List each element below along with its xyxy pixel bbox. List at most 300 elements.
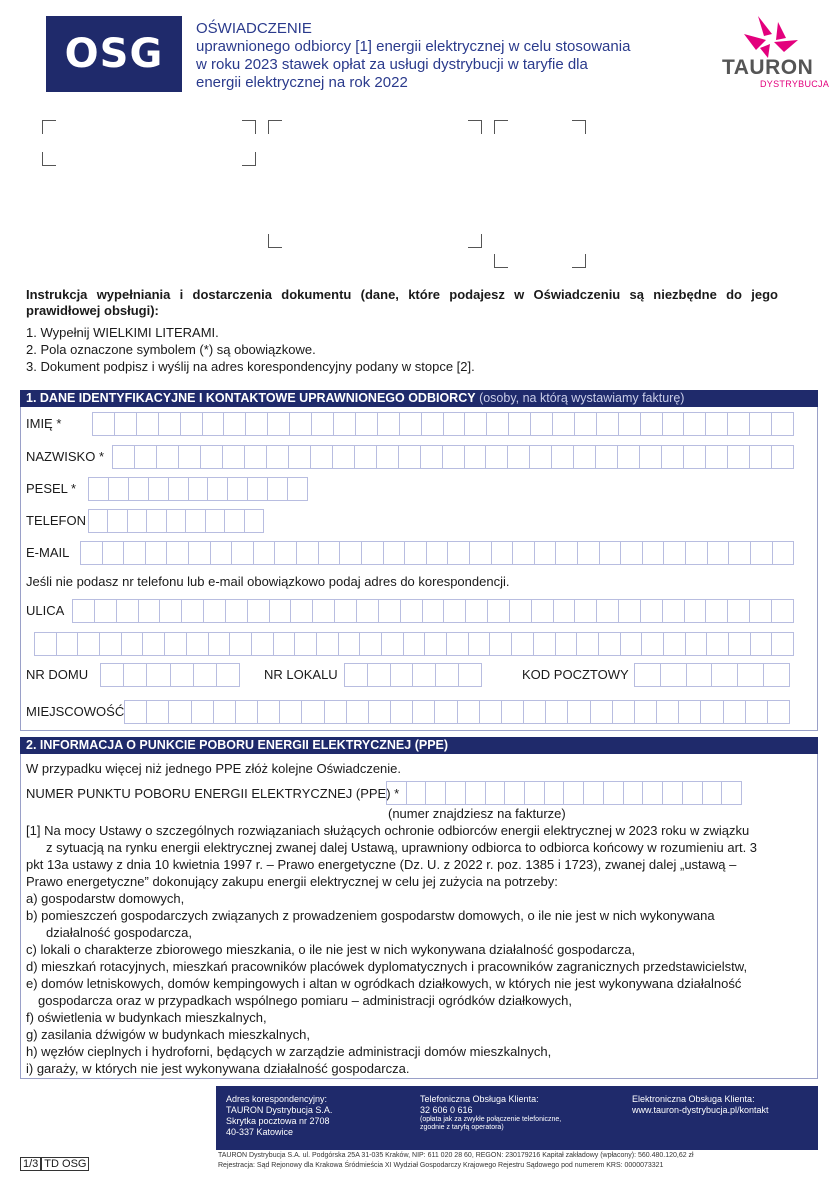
pesel-field[interactable] bbox=[88, 477, 308, 501]
char-box[interactable] bbox=[480, 701, 502, 723]
char-box[interactable] bbox=[368, 664, 391, 686]
char-box[interactable] bbox=[621, 633, 643, 655]
char-box[interactable] bbox=[245, 510, 263, 532]
char-box[interactable] bbox=[357, 600, 379, 622]
char-box[interactable] bbox=[486, 446, 508, 468]
corner-mark bbox=[268, 120, 282, 134]
char-box[interactable] bbox=[270, 600, 292, 622]
char-box[interactable] bbox=[100, 633, 122, 655]
char-box[interactable] bbox=[179, 446, 201, 468]
corner-mark bbox=[468, 234, 482, 248]
char-box[interactable] bbox=[230, 633, 252, 655]
char-box[interactable] bbox=[268, 413, 290, 435]
char-box[interactable] bbox=[446, 782, 466, 804]
logo-subtitle: DYSTRYBUCJA bbox=[760, 79, 830, 89]
website-link[interactable]: www.tauron-dystrybucja.pl/kontakt bbox=[632, 1105, 769, 1115]
char-box[interactable] bbox=[773, 542, 794, 564]
char-box[interactable] bbox=[147, 664, 170, 686]
char-box[interactable] bbox=[252, 633, 274, 655]
char-box[interactable] bbox=[427, 542, 449, 564]
char-box[interactable] bbox=[738, 664, 764, 686]
char-box[interactable] bbox=[345, 664, 368, 686]
char-box[interactable] bbox=[619, 413, 641, 435]
char-box[interactable] bbox=[57, 633, 79, 655]
char-box[interactable] bbox=[556, 633, 578, 655]
city-field[interactable] bbox=[124, 700, 790, 724]
char-box[interactable] bbox=[378, 413, 400, 435]
char-box[interactable] bbox=[643, 542, 665, 564]
postal-code-field[interactable] bbox=[634, 663, 790, 687]
char-box[interactable] bbox=[728, 413, 750, 435]
char-box[interactable] bbox=[413, 664, 436, 686]
char-box[interactable] bbox=[492, 542, 514, 564]
footer-contact-bar bbox=[216, 1086, 818, 1150]
char-box[interactable] bbox=[228, 478, 248, 500]
char-box[interactable] bbox=[599, 633, 621, 655]
char-box[interactable] bbox=[335, 600, 357, 622]
char-box[interactable] bbox=[635, 701, 657, 723]
page-number: 1/3 TD OSG bbox=[20, 1158, 89, 1170]
char-box[interactable] bbox=[729, 633, 751, 655]
char-box[interactable] bbox=[295, 633, 317, 655]
char-box[interactable] bbox=[254, 542, 276, 564]
char-box[interactable] bbox=[535, 542, 557, 564]
char-box[interactable] bbox=[465, 446, 487, 468]
char-box[interactable] bbox=[313, 600, 335, 622]
char-box[interactable] bbox=[208, 478, 228, 500]
char-box[interactable] bbox=[186, 510, 205, 532]
char-box[interactable] bbox=[317, 633, 339, 655]
char-box[interactable] bbox=[546, 701, 568, 723]
char-box[interactable] bbox=[624, 782, 644, 804]
char-box[interactable] bbox=[687, 664, 713, 686]
char-box[interactable] bbox=[686, 542, 708, 564]
char-box[interactable] bbox=[311, 446, 333, 468]
ppe-info: W przypadku więcej niż jednego PPE złóż kolejne Oświadczenie. bbox=[26, 761, 402, 776]
char-box[interactable] bbox=[189, 542, 211, 564]
char-box[interactable] bbox=[157, 446, 179, 468]
char-box[interactable] bbox=[425, 633, 447, 655]
char-box[interactable] bbox=[423, 600, 445, 622]
char-box[interactable] bbox=[124, 542, 146, 564]
char-box[interactable] bbox=[556, 542, 578, 564]
char-box[interactable] bbox=[81, 542, 103, 564]
char-box[interactable] bbox=[421, 446, 443, 468]
char-box[interactable] bbox=[115, 413, 137, 435]
char-box[interactable] bbox=[362, 542, 384, 564]
char-box[interactable] bbox=[635, 664, 661, 686]
char-box[interactable] bbox=[288, 478, 307, 500]
char-box[interactable] bbox=[297, 542, 319, 564]
char-box[interactable] bbox=[224, 413, 246, 435]
char-box[interactable] bbox=[750, 600, 772, 622]
char-box[interactable] bbox=[35, 633, 57, 655]
char-box[interactable] bbox=[384, 542, 406, 564]
char-box[interactable] bbox=[268, 478, 288, 500]
char-box[interactable] bbox=[487, 413, 509, 435]
house-number-field[interactable] bbox=[100, 663, 240, 687]
char-box[interactable] bbox=[772, 446, 793, 468]
phone-label: TELEFON bbox=[26, 513, 86, 528]
char-box[interactable] bbox=[751, 542, 773, 564]
char-box[interactable] bbox=[470, 542, 492, 564]
char-box[interactable] bbox=[512, 633, 534, 655]
char-box[interactable] bbox=[469, 633, 491, 655]
char-box[interactable] bbox=[577, 633, 599, 655]
last-name-field[interactable] bbox=[112, 445, 794, 469]
char-box[interactable] bbox=[319, 542, 341, 564]
char-box[interactable] bbox=[89, 510, 108, 532]
char-box[interactable] bbox=[486, 782, 506, 804]
char-box[interactable] bbox=[530, 446, 552, 468]
first-name-field[interactable] bbox=[92, 412, 794, 436]
char-box[interactable] bbox=[728, 600, 750, 622]
ppe-label: NUMER PUNKTU POBORU ENERGII ELEKTRYCZNEJ (PPE) * bbox=[26, 786, 400, 801]
char-box[interactable] bbox=[591, 701, 613, 723]
corner-mark bbox=[42, 120, 56, 134]
char-box[interactable] bbox=[413, 701, 435, 723]
char-box[interactable] bbox=[211, 542, 233, 564]
corner-mark bbox=[42, 152, 56, 166]
char-box[interactable] bbox=[444, 600, 466, 622]
char-box[interactable] bbox=[764, 664, 789, 686]
char-box[interactable] bbox=[706, 446, 728, 468]
char-box[interactable] bbox=[746, 701, 768, 723]
char-box[interactable] bbox=[339, 633, 361, 655]
char-box[interactable] bbox=[108, 510, 127, 532]
char-box[interactable] bbox=[686, 633, 708, 655]
char-box[interactable] bbox=[701, 701, 723, 723]
char-box[interactable] bbox=[139, 600, 161, 622]
char-box[interactable] bbox=[426, 782, 446, 804]
char-box[interactable] bbox=[125, 701, 147, 723]
char-box[interactable] bbox=[189, 478, 209, 500]
char-box[interactable] bbox=[532, 600, 554, 622]
char-box[interactable] bbox=[169, 478, 189, 500]
char-box[interactable] bbox=[664, 542, 686, 564]
char-box[interactable] bbox=[444, 413, 466, 435]
char-box[interactable] bbox=[597, 413, 619, 435]
char-box[interactable] bbox=[662, 446, 684, 468]
char-box[interactable] bbox=[510, 600, 532, 622]
corner-mark bbox=[242, 152, 256, 166]
house-number-label: NR DOMU bbox=[26, 667, 89, 682]
char-box[interactable] bbox=[89, 478, 109, 500]
char-box[interactable] bbox=[101, 664, 124, 686]
char-box[interactable] bbox=[167, 542, 189, 564]
corner-mark bbox=[468, 120, 482, 134]
char-box[interactable] bbox=[552, 446, 574, 468]
char-box[interactable] bbox=[640, 446, 662, 468]
char-box[interactable] bbox=[466, 600, 488, 622]
char-box[interactable] bbox=[459, 664, 481, 686]
char-box[interactable] bbox=[706, 600, 728, 622]
char-box[interactable] bbox=[435, 701, 457, 723]
footer-phone: Telefoniczna Obsługa Klienta: 32 606 0 616 (opłata jak za zwykłe połączenie telefoniczne, zgodnie z taryfą operatora) bbox=[420, 1094, 562, 1131]
char-box[interactable] bbox=[466, 782, 486, 804]
char-box[interactable] bbox=[391, 664, 414, 686]
char-box[interactable] bbox=[564, 782, 584, 804]
char-box[interactable] bbox=[706, 413, 728, 435]
char-box[interactable] bbox=[391, 701, 413, 723]
char-box[interactable] bbox=[613, 701, 635, 723]
char-box[interactable] bbox=[664, 633, 686, 655]
char-box[interactable] bbox=[750, 446, 772, 468]
char-box[interactable] bbox=[165, 633, 187, 655]
char-box[interactable] bbox=[707, 633, 729, 655]
char-box[interactable] bbox=[534, 633, 556, 655]
char-box[interactable] bbox=[642, 633, 664, 655]
char-box[interactable] bbox=[772, 633, 793, 655]
logo-wordmark: TAURON bbox=[722, 56, 814, 79]
char-box[interactable] bbox=[751, 633, 773, 655]
char-box[interactable] bbox=[545, 782, 565, 804]
char-box[interactable] bbox=[768, 701, 789, 723]
char-box[interactable] bbox=[728, 446, 750, 468]
char-box[interactable] bbox=[95, 600, 117, 622]
char-box[interactable] bbox=[143, 633, 165, 655]
char-box[interactable] bbox=[458, 701, 480, 723]
char-box[interactable] bbox=[772, 600, 793, 622]
char-box[interactable] bbox=[597, 600, 619, 622]
char-box[interactable] bbox=[217, 664, 239, 686]
char-box[interactable] bbox=[772, 413, 793, 435]
char-box[interactable] bbox=[169, 701, 191, 723]
pesel-label: PESEL * bbox=[26, 481, 77, 496]
char-box[interactable] bbox=[333, 446, 355, 468]
char-box[interactable] bbox=[225, 510, 244, 532]
instructions-heading: Instrukcja wypełniania i dostarczenia dokumentu (dane, które podajesz w Oświadczeniu są niezbędne do jego prawidłowej obsługi): bbox=[26, 287, 778, 318]
char-box[interactable] bbox=[245, 446, 267, 468]
form-badge: OSG bbox=[46, 16, 182, 92]
char-box[interactable] bbox=[246, 413, 268, 435]
char-box[interactable] bbox=[663, 600, 685, 622]
char-box[interactable] bbox=[149, 478, 169, 500]
char-box[interactable] bbox=[505, 782, 525, 804]
char-box[interactable] bbox=[513, 542, 535, 564]
char-box[interactable] bbox=[641, 413, 663, 435]
char-box[interactable] bbox=[401, 600, 423, 622]
char-box[interactable] bbox=[182, 600, 204, 622]
char-box[interactable] bbox=[356, 413, 378, 435]
char-box[interactable] bbox=[206, 510, 225, 532]
char-box[interactable] bbox=[214, 701, 236, 723]
char-box[interactable] bbox=[663, 413, 685, 435]
char-box[interactable] bbox=[703, 782, 723, 804]
char-box[interactable] bbox=[347, 701, 369, 723]
char-box[interactable] bbox=[171, 664, 194, 686]
char-box[interactable] bbox=[312, 413, 334, 435]
char-box[interactable] bbox=[508, 446, 530, 468]
last-name-label: NAZWISKO * bbox=[26, 449, 105, 464]
char-box[interactable] bbox=[405, 542, 427, 564]
char-box[interactable] bbox=[129, 478, 149, 500]
corner-mark bbox=[268, 234, 282, 248]
char-box[interactable] bbox=[135, 446, 157, 468]
char-box[interactable] bbox=[73, 600, 95, 622]
char-box[interactable] bbox=[604, 782, 624, 804]
ppe-hint: (numer znajdziesz na fakturze) bbox=[388, 806, 566, 821]
section-1-header: 1. DANE IDENTYFIKACYJNE I KONTAKTOWE UPRAWNIONEGO ODBIORCY (osoby, na którą wystawiamy fakturę) bbox=[20, 390, 818, 407]
char-box[interactable] bbox=[531, 413, 553, 435]
legal-info: TAURON Dystrybucja S.A. ul. Podgórska 25A 31-035 Kraków, NIP: 611 020 28 60, REGON: 230179216 Kapitał zakładowy (wpłacony): 560.480.120,62 zł Rejestracja: Sąd Rejonowy dla Krakowa Śródmieścia XI Wydział Gospodarczy Krajowego Rejestru Sądowego pod numerem KRS: 0000073321 bbox=[218, 1152, 694, 1169]
char-box[interactable] bbox=[124, 664, 147, 686]
char-box[interactable] bbox=[160, 600, 182, 622]
char-box[interactable] bbox=[685, 600, 707, 622]
char-box[interactable] bbox=[232, 542, 254, 564]
char-box[interactable] bbox=[422, 413, 444, 435]
char-box[interactable] bbox=[236, 701, 258, 723]
char-box[interactable] bbox=[400, 413, 422, 435]
char-box[interactable] bbox=[340, 542, 362, 564]
char-box[interactable] bbox=[203, 413, 225, 435]
postal-code-label: KOD POCZTOWY bbox=[522, 667, 629, 682]
char-box[interactable] bbox=[275, 542, 297, 564]
char-box[interactable] bbox=[600, 542, 622, 564]
char-box[interactable] bbox=[643, 782, 663, 804]
char-box[interactable] bbox=[379, 600, 401, 622]
char-box[interactable] bbox=[575, 413, 597, 435]
char-box[interactable] bbox=[663, 782, 683, 804]
char-box[interactable] bbox=[248, 600, 270, 622]
char-box[interactable] bbox=[258, 701, 280, 723]
char-box[interactable] bbox=[274, 633, 296, 655]
char-box[interactable] bbox=[289, 446, 311, 468]
instructions-list bbox=[26, 324, 475, 375]
char-box[interactable] bbox=[355, 446, 377, 468]
char-box[interactable] bbox=[724, 701, 746, 723]
char-box[interactable] bbox=[382, 633, 404, 655]
document-title: OŚWIADCZENIE uprawnionego odbiorcy [1] energii elektrycznej w celu stosowania w roku 2023 stawek opłat za usługi dystrybucji w taryfie dla energii elektrycznej na rok 2022 bbox=[196, 20, 631, 91]
street-field-line2[interactable] bbox=[34, 632, 794, 656]
char-box[interactable] bbox=[407, 782, 427, 804]
char-box[interactable] bbox=[226, 600, 248, 622]
char-box[interactable] bbox=[618, 446, 640, 468]
char-box[interactable] bbox=[568, 701, 590, 723]
char-box[interactable] bbox=[248, 478, 268, 500]
char-box[interactable] bbox=[387, 782, 407, 804]
char-box[interactable] bbox=[109, 478, 129, 500]
corner-mark bbox=[494, 254, 508, 268]
char-box[interactable] bbox=[684, 446, 706, 468]
street-label: ULICA bbox=[26, 603, 65, 618]
corner-mark bbox=[242, 120, 256, 134]
char-box[interactable] bbox=[488, 600, 510, 622]
char-box[interactable] bbox=[290, 413, 312, 435]
char-box[interactable] bbox=[103, 542, 125, 564]
char-box[interactable] bbox=[619, 600, 641, 622]
char-box[interactable] bbox=[117, 600, 139, 622]
char-box[interactable] bbox=[621, 542, 643, 564]
char-box[interactable] bbox=[147, 510, 166, 532]
char-box[interactable] bbox=[683, 782, 703, 804]
char-box[interactable] bbox=[147, 701, 169, 723]
contact-info-note: Jeśli nie podasz nr telefonu lub e-mail obowiązkowo podaj adres do korespondencji. bbox=[26, 574, 510, 589]
char-box[interactable] bbox=[280, 701, 302, 723]
footnote: [1] Na mocy Ustawy o szczególnych rozwiązaniach służących ochronie odbiorców energii elektrycznej w 2023 roku w związku z sytuacją na rynku energii elektrycznej zwanej dalej Ustawą, uprawniony odbiorca to odbiorca końcowy w rozumieniu art. 3 pkt 13a ustawy z dnia 10 kwietnia 1997 r. – Prawo energetyczne (Dz. U. z 2022 r. poz. 1385 i 1723), zwanej dalej „ustawą – Prawo energetyczne” dokonujący zakupu energii elektrycznej w celu jej zużycia na potrzeby: a) gospodarstw domowych, b) pomieszczeń gospodarczych związanych z prowadzeniem gospodarstw domowych, o ile nie jest w nich wykonywana działalność gospodarcza, c) lokali o charakterze zbiorowego mieszkania, o ile nie jest w nich wykonywana działalność gospodarcza, d) mieszkań rotacyjnych, mieszkań pracowników placówek dyplomatycznych i pracowników zagranicznych przedstawicielstw, e) domów letniskowych, domów kempingowych i altan w ogródkach działkowych, w których nie jest wykonywana działalność gospodarcza oraz w przypadkach wspólnego pomiaru – administracji ogródków działkowych, f) oświetlenia w budynkach mieszkalnych, g) zasilania dźwigów w budynkach mieszkalnych, h) węzłów cieplnych i hydroforni, będących w zarządzie administracji domów mieszkalnych, i) garaży, w których nie jest wykonywana działalność gospodarcza. bbox=[26, 823, 758, 1076]
footer-address: Adres korespondencyjny: TAURON Dystrybucja S.A. Skrytka pocztowa nr 2708 40-337 Katowice bbox=[226, 1094, 333, 1137]
char-box[interactable] bbox=[553, 413, 575, 435]
char-box[interactable] bbox=[209, 633, 231, 655]
char-box[interactable] bbox=[524, 701, 546, 723]
char-box[interactable] bbox=[146, 542, 168, 564]
char-box[interactable] bbox=[447, 633, 469, 655]
char-box[interactable] bbox=[436, 664, 459, 686]
char-box[interactable] bbox=[334, 413, 356, 435]
char-box[interactable] bbox=[201, 446, 223, 468]
char-box[interactable] bbox=[708, 542, 730, 564]
char-box[interactable] bbox=[399, 446, 421, 468]
char-box[interactable] bbox=[657, 701, 679, 723]
char-box[interactable] bbox=[369, 701, 391, 723]
char-box[interactable] bbox=[325, 701, 347, 723]
char-box[interactable] bbox=[722, 782, 741, 804]
apartment-number-field[interactable] bbox=[344, 663, 482, 687]
char-box[interactable] bbox=[128, 510, 147, 532]
city-label: MIEJSCOWOŚĆ bbox=[26, 704, 125, 719]
char-box[interactable] bbox=[204, 600, 226, 622]
ppe-number-field[interactable] bbox=[386, 781, 742, 805]
email-field[interactable] bbox=[80, 541, 794, 565]
char-box[interactable] bbox=[502, 701, 524, 723]
char-box[interactable] bbox=[575, 600, 597, 622]
char-box[interactable] bbox=[291, 600, 313, 622]
char-box[interactable] bbox=[574, 446, 596, 468]
char-box[interactable] bbox=[404, 633, 426, 655]
char-box[interactable] bbox=[490, 633, 512, 655]
char-box[interactable] bbox=[194, 664, 217, 686]
street-field[interactable] bbox=[72, 599, 794, 623]
section-2-header: 2. INFORMACJA O PUNKCIE POBORU ENERGII ELEKTRYCZNEJ (PPE) bbox=[20, 737, 818, 754]
char-box[interactable] bbox=[122, 633, 144, 655]
char-box[interactable] bbox=[113, 446, 135, 468]
char-box[interactable] bbox=[267, 446, 289, 468]
phone-field[interactable] bbox=[88, 509, 264, 533]
char-box[interactable] bbox=[78, 633, 100, 655]
char-box[interactable] bbox=[93, 413, 115, 435]
char-box[interactable] bbox=[187, 633, 209, 655]
corner-mark bbox=[494, 120, 508, 134]
char-box[interactable] bbox=[509, 413, 531, 435]
char-box[interactable] bbox=[578, 542, 600, 564]
char-box[interactable] bbox=[525, 782, 545, 804]
char-box[interactable] bbox=[223, 446, 245, 468]
char-box[interactable] bbox=[167, 510, 186, 532]
char-box[interactable] bbox=[641, 600, 663, 622]
char-box[interactable] bbox=[443, 446, 465, 468]
instruction-item: 3. Dokument podpisz i wyślij na adres korespondencyjny podany w stopce [2]. bbox=[26, 359, 475, 374]
char-box[interactable] bbox=[448, 542, 470, 564]
char-box[interactable] bbox=[159, 413, 181, 435]
footer-web: Elektroniczna Obsługa Klienta: www.tauron-dystrybucja.pl/kontakt bbox=[632, 1094, 769, 1115]
char-box[interactable] bbox=[377, 446, 399, 468]
char-box[interactable] bbox=[554, 600, 576, 622]
char-box[interactable] bbox=[181, 413, 203, 435]
char-box[interactable] bbox=[596, 446, 618, 468]
char-box[interactable] bbox=[360, 633, 382, 655]
char-box[interactable] bbox=[750, 413, 772, 435]
char-box[interactable] bbox=[302, 701, 324, 723]
char-box[interactable] bbox=[137, 413, 159, 435]
char-box[interactable] bbox=[192, 701, 214, 723]
char-box[interactable] bbox=[584, 782, 604, 804]
char-box[interactable] bbox=[729, 542, 751, 564]
char-box[interactable] bbox=[712, 664, 738, 686]
char-box[interactable] bbox=[679, 701, 701, 723]
char-box[interactable] bbox=[684, 413, 706, 435]
char-box[interactable] bbox=[661, 664, 687, 686]
char-box[interactable] bbox=[465, 413, 487, 435]
